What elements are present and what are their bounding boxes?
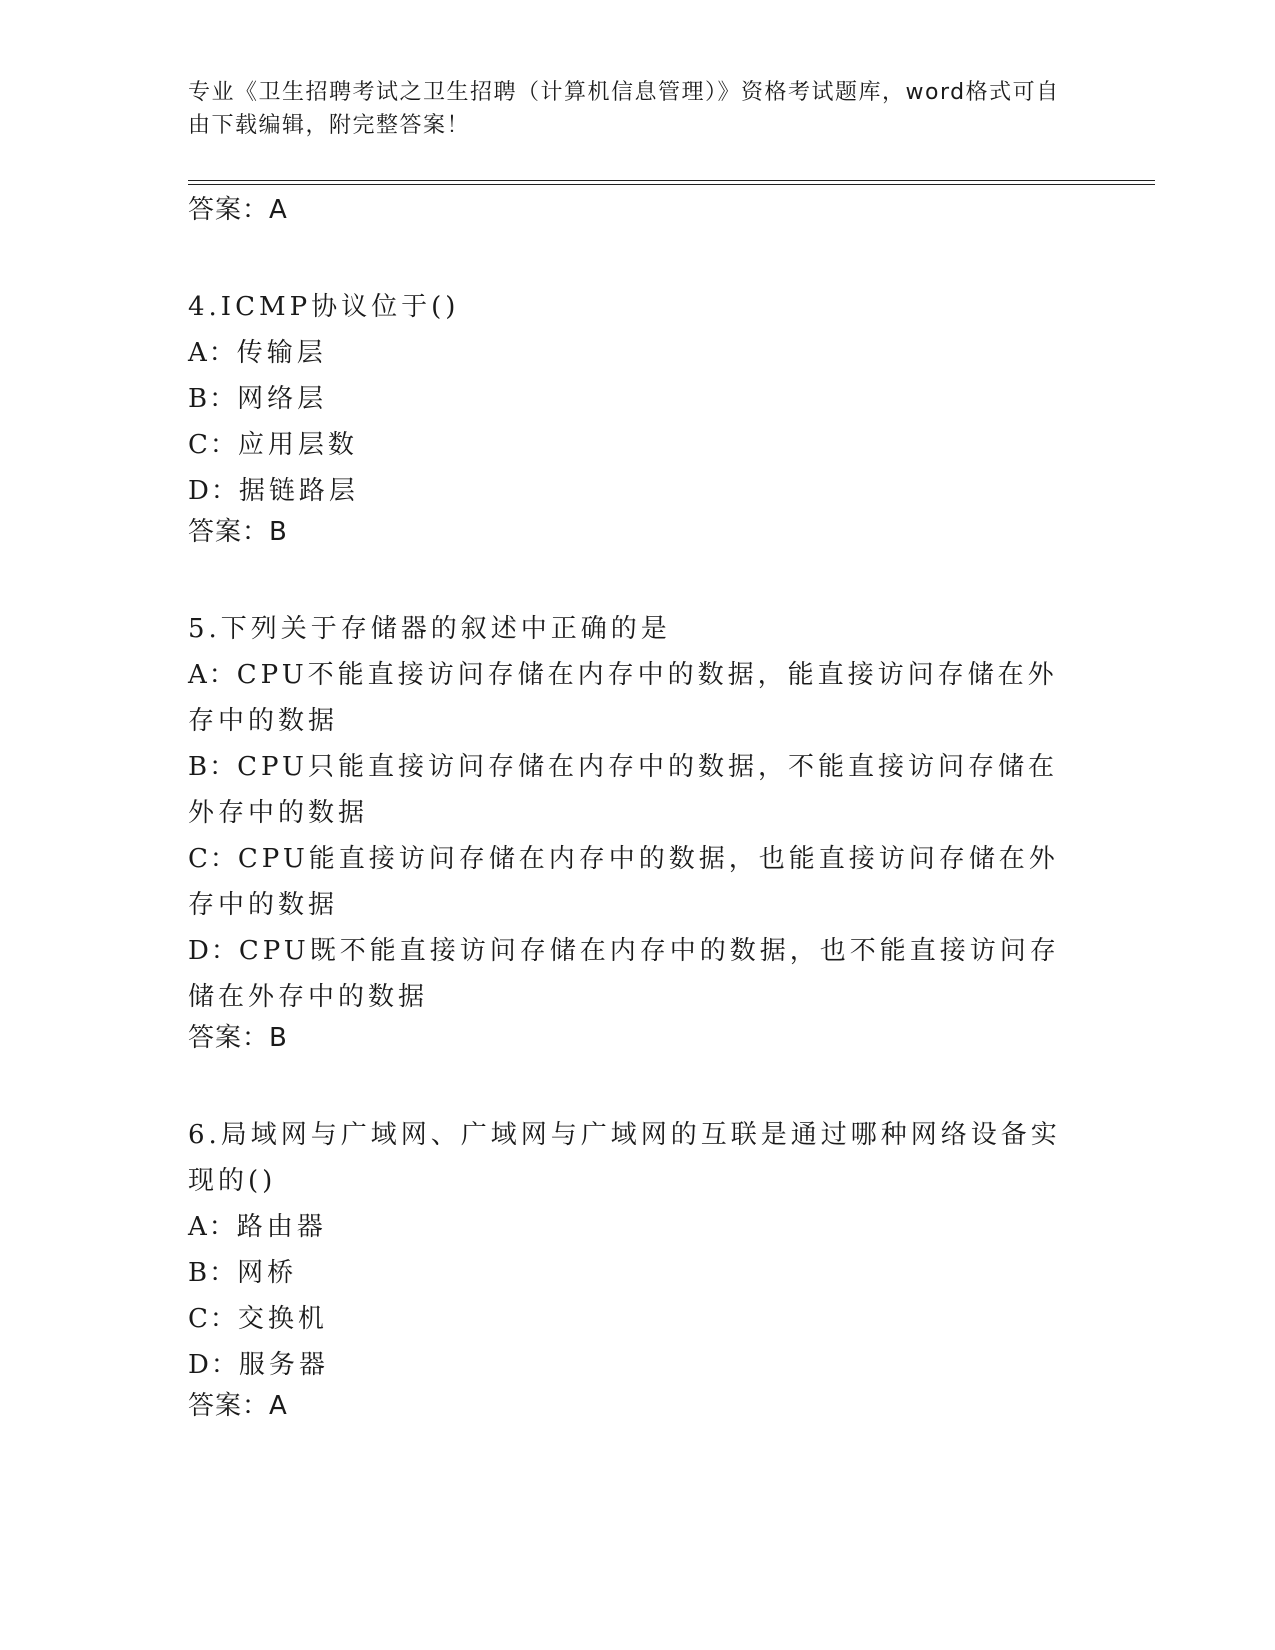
question-stem: 6.局域网与广域网、广域网与广域网的互联是通过哪种网络设备实现的() — [188, 1120, 1061, 1196]
option-a: A：路由器 — [188, 1212, 327, 1242]
previous-answer: 答案：A — [188, 195, 288, 225]
option-a: A：传输层 — [188, 338, 327, 368]
answer: 答案：B — [188, 1023, 288, 1053]
question-list — [188, 192, 1068, 1424]
option-d: D：据链路层 — [188, 476, 359, 506]
option-d: D：CPU既不能直接访问存储在内存中的数据，也不能直接访问存储在外存中的数据 — [188, 936, 1060, 1012]
option-c: C：应用层数 — [188, 430, 358, 460]
header-rule-bottom — [188, 184, 1155, 185]
answer: 答案：A — [188, 1391, 288, 1421]
question-5 — [188, 606, 1068, 1056]
option-b: B：CPU只能直接访问存储在内存中的数据，不能直接访问存储在外存中的数据 — [188, 752, 1058, 828]
option-b: B：网桥 — [188, 1258, 298, 1288]
option-a: A：CPU不能直接访问存储在内存中的数据，能直接访问存储在外存中的数据 — [188, 660, 1058, 736]
question-stem: 5.下列关于存储器的叙述中正确的是 — [188, 614, 671, 644]
option-b: B：网络层 — [188, 384, 328, 414]
question-stem: 4.ICMP协议位于() — [188, 292, 460, 322]
document-header: 专业《卫生招聘考试之卫生招聘（计算机信息管理）》资格考试题库，word格式可自由下载编辑，附完整答案！ — [188, 80, 1060, 138]
question-4 — [188, 284, 1068, 550]
header-rule-top — [188, 180, 1155, 181]
answer: 答案：B — [188, 517, 288, 547]
option-d: D：服务器 — [188, 1350, 329, 1380]
option-c: C：CPU能直接访问存储在内存中的数据，也能直接访问存储在外存中的数据 — [188, 844, 1059, 920]
question-6 — [188, 1112, 1068, 1424]
option-c: C：交换机 — [188, 1304, 328, 1334]
